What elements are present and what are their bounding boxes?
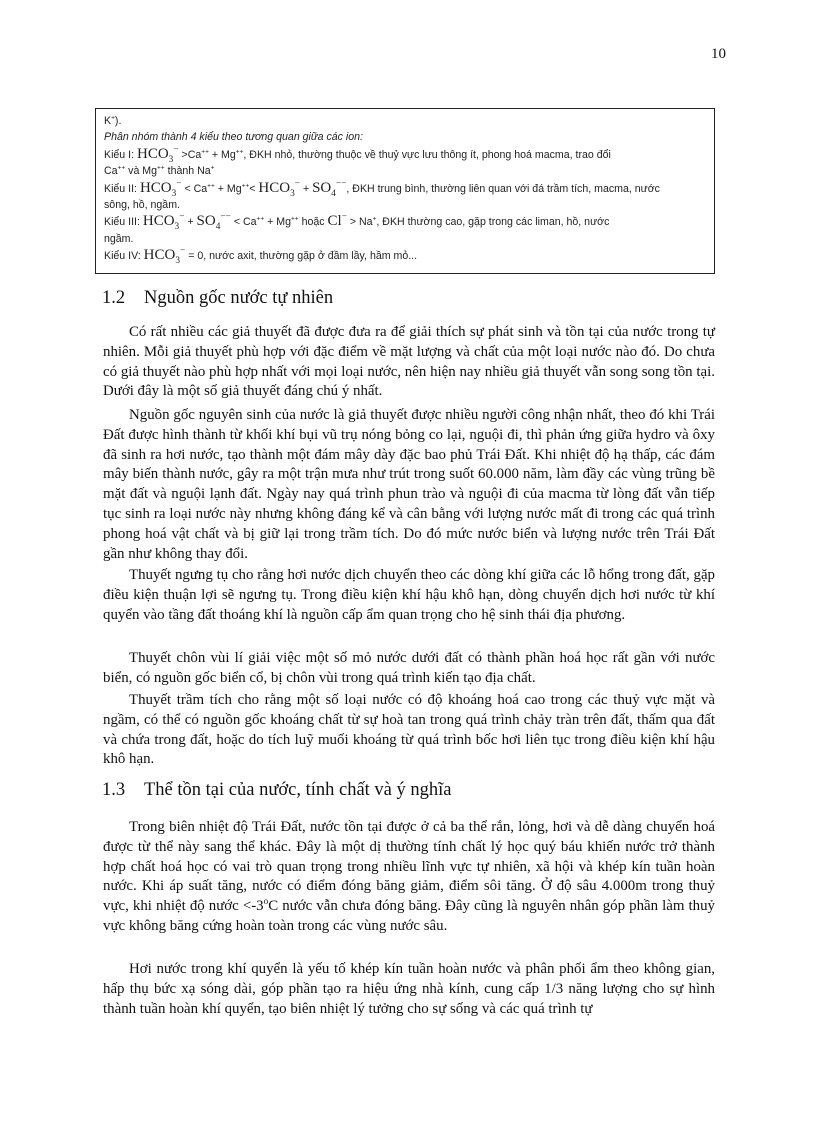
paragraph: Thuyết trầm tích cho rằng một số loại nước có độ khoáng hoá cao trong các thuỷ vực mặt và ngầm, có thể có nguồn gốc khoáng chất từ sự hoà tan trong quá trình chảy tràn trên đất, thấm qua đất và chứa trong đất, hoặc do tích luỹ muối khoáng từ quá trình bốc hơi liên tục trong điều kiện khí hậu khô hạn. bbox=[103, 692, 715, 768]
paragraph: Nguồn gốc nguyên sinh của nước là giả thuyết được nhiều người công nhận nhất, theo đó khi Trái Đất được hình thành từ khối khí bụi vũ trụ nóng bỏng co lại, nguội đi, thì phản ứng giữa hydro và ôxy đã sinh ra hơi nước, tạo thành một đám mây dày đặc bao phủ Trái Đất. Khi nhiệt độ hạ thấp, các đám mây biến thành nước, gây ra một trận mưa như trút trong suốt 60.000 năm, làm đầy các vùng trũng bề mặt đất và nguội lạnh đất. Ngày nay quá trình phun trào và nguội đi của macma từ lòng đất vẫn tiếp tục sinh ra loại nước này nhưng không đáng kể và cân bằng với lượng nước mất đi trong các quá trình phong hoá vật chất và bị giữ lại trong trầm tích. Do đó mức nước biển và lượng nước trên Trái Đất gần như không thay đổi. bbox=[103, 407, 715, 562]
box-type-2-cont: sông, hồ, ngầm. bbox=[104, 199, 180, 212]
box-type-1: Kiểu I: $HCO_3^- >Ca^{++} + Mg^{++}$, ĐKH nhỏ, thường thuộc về thuỷ vực lưu thông ít, phong hoá macma, trao đổi bbox=[104, 144, 611, 165]
ion-classification-box bbox=[95, 108, 715, 274]
paragraph: Trong biên nhiệt độ Trái Đất, nước tồn tại được ở cả ba thể rắn, lỏng, hơi và dễ dàng chuyển hoá được từ thể này sang thể khác. Đây là một dị thường tính chất lý học quý báu khiến nước trở thành hợp chất hoá học có vai trò quan trọng trong nhiều lĩnh vực tự nhiên, xã hội và khép kín tuần hoàn nước. Khi áp suất tăng, nước có điểm đóng băng giảm, điểm sôi tăng. Ở độ sâu 4.000m trong thuỷ vực, khi nhiệt độ nước $<-3^oC$ nước vẫn chưa đóng băng. Đây cũng là nguyên nhân góp phần làm thuỷ vực không băng cứng hoàn toàn trong các vùng nước sâu. bbox=[103, 819, 715, 934]
section-heading-1-3 bbox=[102, 780, 452, 801]
section-heading-1-2 bbox=[102, 288, 333, 309]
paragraph: Thuyết chôn vùi lí giải việc một số mỏ nước dưới đất có thành phần hoá học rất gần với nước biển, có nguồn gốc biển cổ, bị chôn vùi trong quá trình kiến tạo địa chất. bbox=[103, 650, 715, 686]
box-type-3: Kiểu III: $HCO_3^- + SO_4^{--} < Ca^{++} + Mg^{++}$ hoặc Cl− > Na+, ĐKH thường cao, gặp trong các liman, hồ, nước bbox=[104, 212, 610, 233]
section-title: Thể tồn tại của nước, tính chất và ý nghĩa bbox=[144, 780, 452, 800]
paragraph: Hơi nước trong khí quyển là yếu tố khép kín tuần hoàn nước và phân phối ẩm theo không gian, hấp thụ bức xạ sóng dài, góp phần tạo ra hiệu ứng nhà kính, cung cấp 1/3 năng lượng cho sự hình thành tuần hoàn khí quyển, tạo biên nhiệt lý tưởng cho sự sống và các quá trình tự bbox=[103, 961, 715, 1017]
section-title: Nguồn gốc nước tự nhiên bbox=[144, 288, 334, 308]
box-type-3-cont: ngầm. bbox=[104, 232, 134, 245]
section-number: 1.2 bbox=[102, 288, 126, 308]
box-line-k: K+). bbox=[104, 114, 122, 127]
box-type-2: Kiểu II: $HCO_3^- < Ca^{++} + Mg^{++}< HCO_3^- + SO_4^{--}$, ĐKH trung bình, thường liên quan với đá trầm tích, macma, nước bbox=[104, 178, 660, 199]
box-type-4: Kiểu IV: $HCO_3^- = 0$, nước axit, thường gặp ở đầm lầy, hầm mỏ... bbox=[104, 246, 418, 267]
paragraph: Thuyết ngưng tụ cho rằng hơi nước dịch chuyển theo các dòng khí giữa các lỗ hổng trong đất, gặp điều kiện thuận lợi sẽ ngưng tụ. Trong điều kiện khí hậu khô hạn, dòng chuyển dịch hơi nước từ khí quyển vào tầng đất thoáng khí là nguồn cấp ẩm quan trọng cho hệ sinh thái địa phương. bbox=[103, 567, 715, 623]
box-grouping-title: Phân nhóm thành 4 kiểu theo tương quan giữa các ion: bbox=[104, 131, 363, 144]
paragraph: Có rất nhiều các giả thuyết đã được đưa ra để giải thích sự phát sinh và tồn tại của nước trong tự nhiên. Mỗi giả thuyết phù hợp với đặc điểm về mặt lượng và chất của một loại nước nào đó. Do chưa có giả thuyết nào phù hợp nhất với mọi loại nước, nên hiện nay nhiều giả thuyết vẫn song song tồn tại. Dưới đây là một số giả thuyết đáng chú ý nhất. bbox=[103, 324, 715, 400]
page-number: 10 bbox=[711, 46, 726, 62]
section-number: 1.3 bbox=[102, 780, 126, 800]
box-type-1-cont: Ca++ và Mg++ thành Na+ bbox=[104, 164, 215, 178]
